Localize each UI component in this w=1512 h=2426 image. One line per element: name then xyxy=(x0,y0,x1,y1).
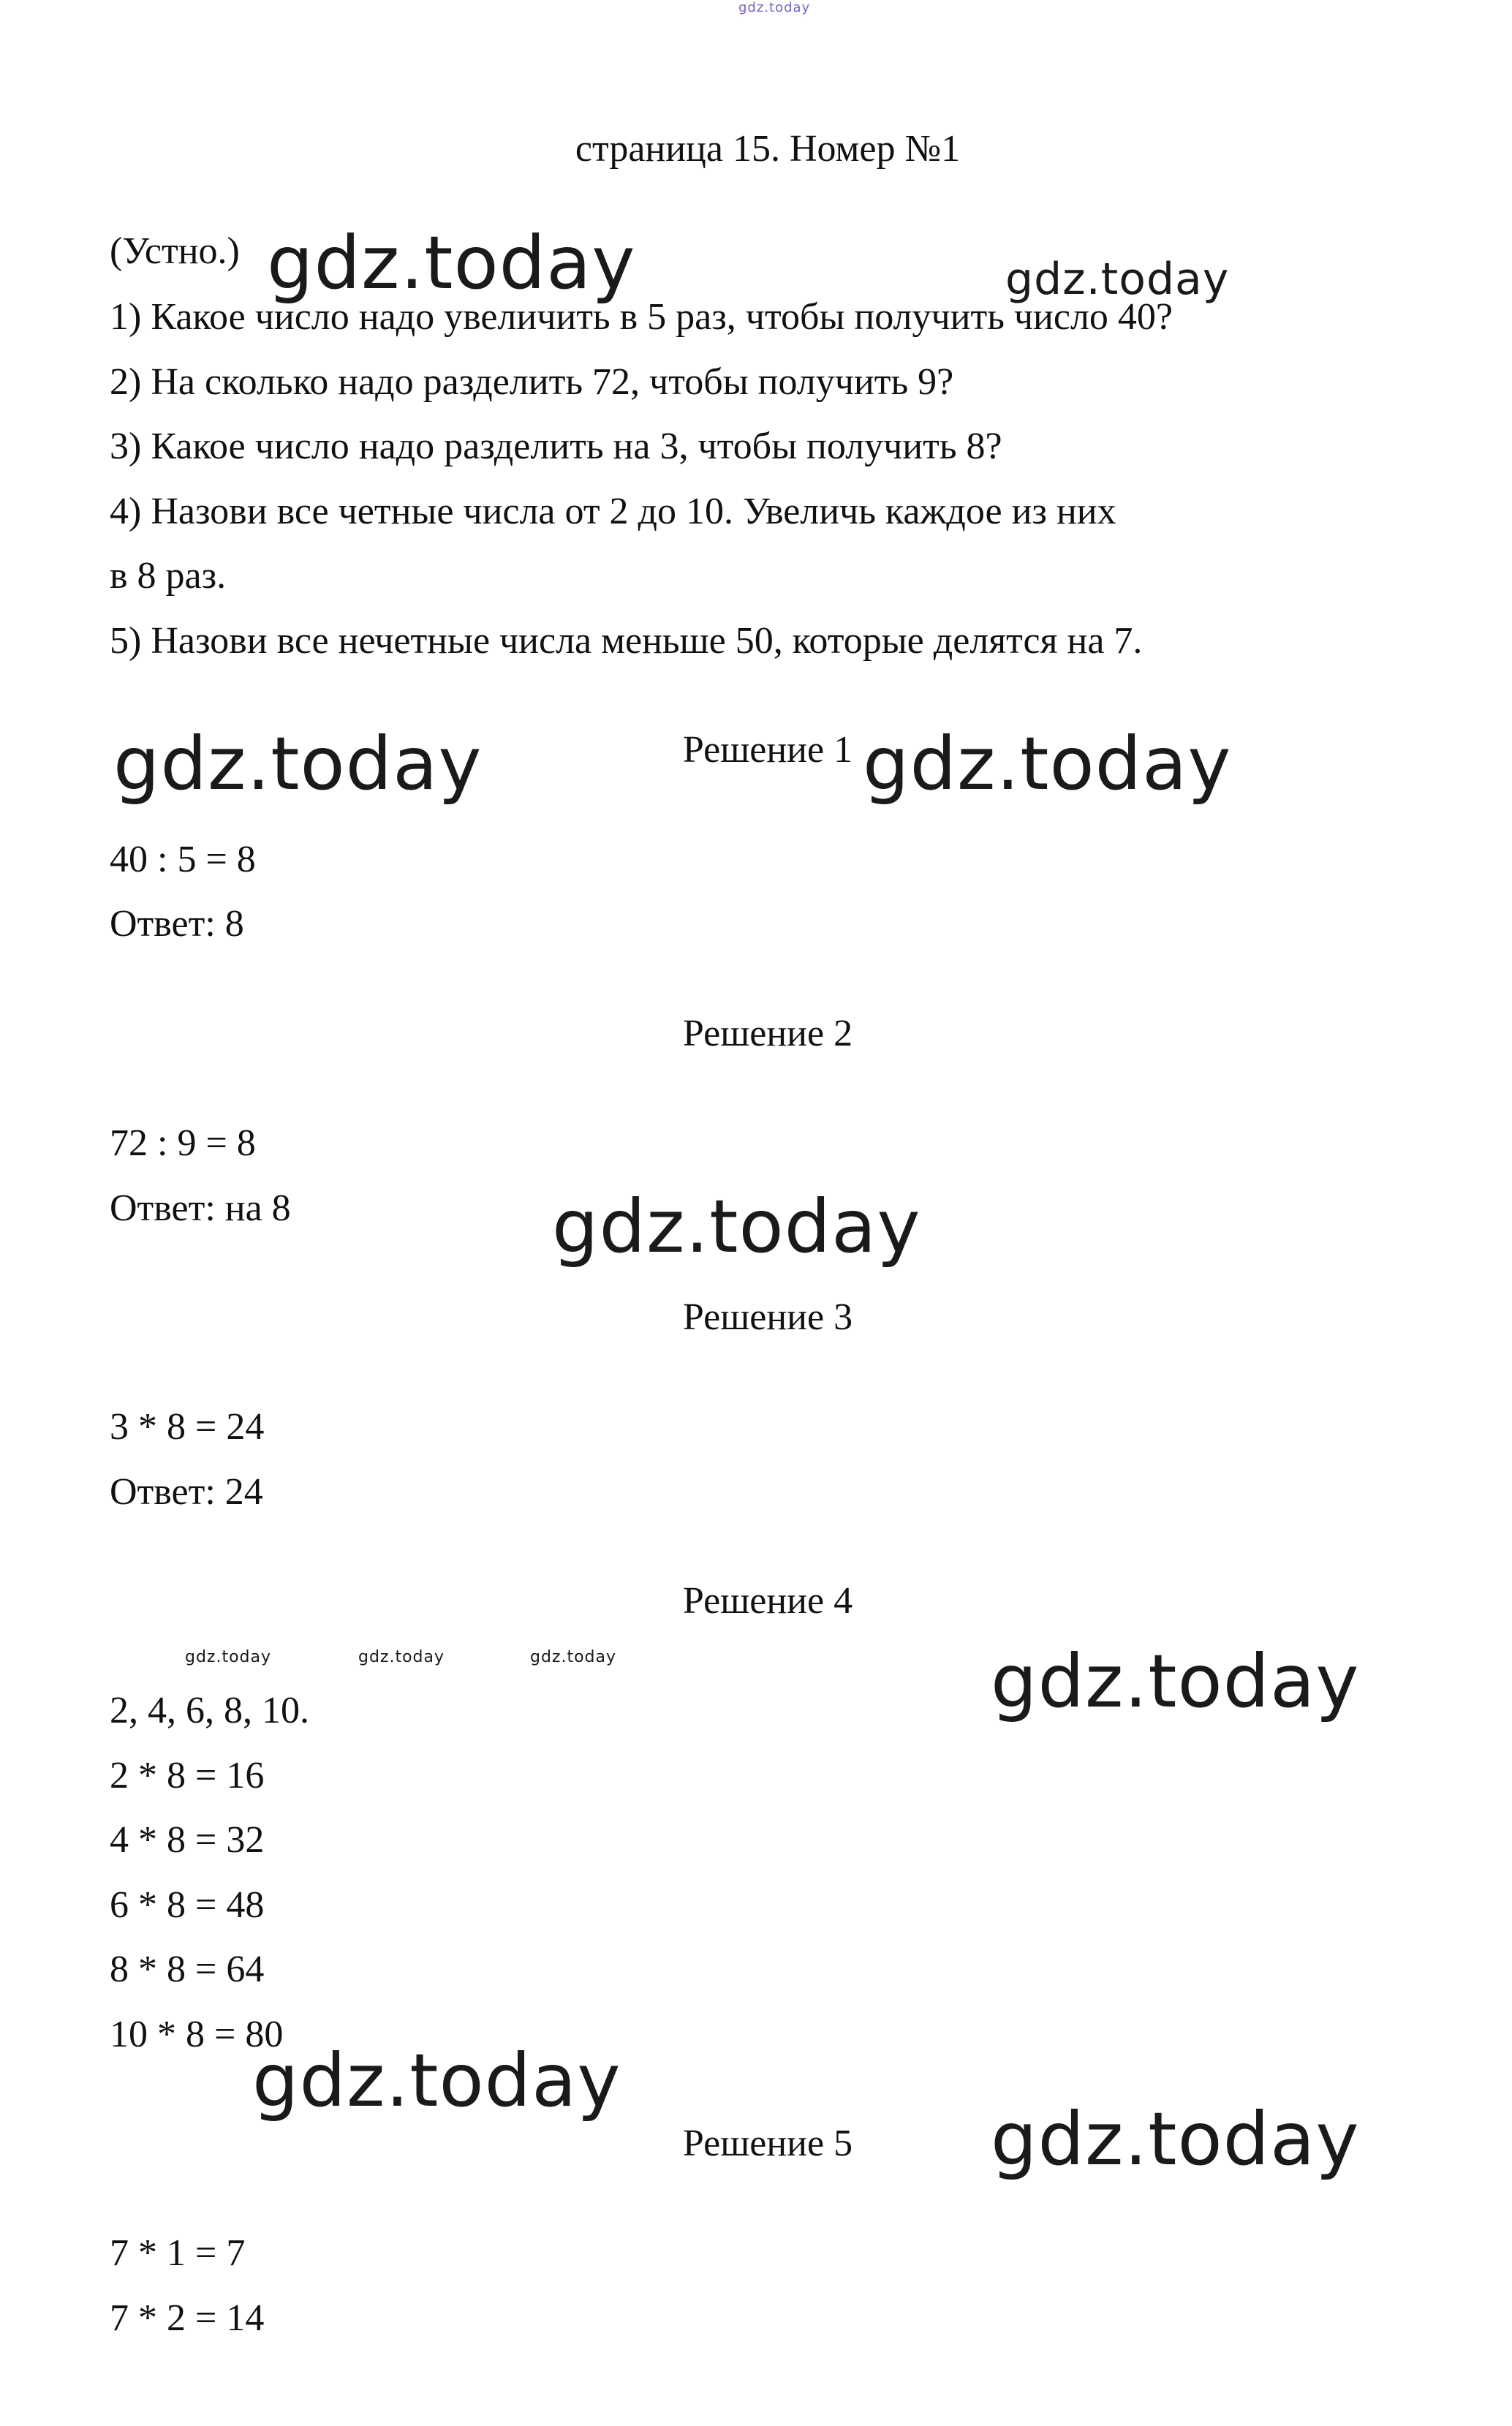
solution-4-line-1: 2, 4, 6, 8, 10. xyxy=(110,1690,309,1731)
watermark-small: gdz.today xyxy=(185,1648,272,1666)
watermark: gdz.today xyxy=(1005,254,1230,305)
solution-1-answer: Ответ: 8 xyxy=(110,903,244,945)
watermark-small: gdz.today xyxy=(358,1648,445,1666)
solution-5-heading: Решение 5 xyxy=(682,2123,853,2164)
solution-4-heading: Решение 4 xyxy=(682,1580,853,1622)
watermark: gdz.today xyxy=(863,721,1232,806)
solution-2-heading: Решение 2 xyxy=(682,1013,853,1054)
task-line-4-cont: в 8 раз. xyxy=(110,555,227,597)
solution-1-line-1: 40 : 5 = 8 xyxy=(110,839,256,880)
top-watermark: gdz.today xyxy=(738,0,811,15)
solution-3-answer: Ответ: 24 xyxy=(110,1471,263,1513)
watermark: gdz.today xyxy=(113,721,483,806)
task-line-4: 4) Назови все четные числа от 2 до 10. Увеличь каждое из них xyxy=(110,491,1116,532)
task-line-2: 2) На сколько надо разделить 72, чтобы получить 9? xyxy=(110,361,954,403)
task-note: (Устно.) xyxy=(110,230,240,272)
solution-4-line-3: 4 * 8 = 32 xyxy=(110,1819,265,1861)
watermark-small: gdz.today xyxy=(530,1648,617,1666)
watermark: gdz.today xyxy=(991,1639,1360,1724)
watermark: gdz.today xyxy=(552,1184,921,1269)
solution-5-line-2: 7 * 2 = 14 xyxy=(110,2297,265,2339)
page-title: страница 15. Номер №1 xyxy=(575,128,961,170)
solution-5-line-1: 7 * 1 = 7 xyxy=(110,2232,246,2274)
watermark: gdz.today xyxy=(991,2096,1360,2182)
watermark: gdz.today xyxy=(267,220,636,306)
solution-3-line-1: 3 * 8 = 24 xyxy=(110,1406,265,1448)
solution-2-answer: Ответ: на 8 xyxy=(110,1187,291,1229)
solution-4-line-6: 10 * 8 = 80 xyxy=(110,2014,284,2055)
task-line-1: 1) Какое число надо увеличить в 5 раз, чтобы получить число 40? xyxy=(110,296,1173,338)
solution-4-line-5: 8 * 8 = 64 xyxy=(110,1949,265,1990)
task-line-3: 3) Какое число надо разделить на 3, чтобы получить 8? xyxy=(110,426,1002,467)
watermark: gdz.today xyxy=(252,2038,621,2123)
solution-4-line-4: 6 * 8 = 48 xyxy=(110,1884,265,1926)
solution-2-line-1: 72 : 9 = 8 xyxy=(110,1122,256,1164)
task-line-5: 5) Назови все нечетные числа меньше 50, которые делятся на 7. xyxy=(110,620,1143,662)
solution-3-heading: Решение 3 xyxy=(682,1296,853,1338)
solution-1-heading: Решение 1 xyxy=(682,729,853,771)
solution-4-line-2: 2 * 8 = 16 xyxy=(110,1755,265,1796)
